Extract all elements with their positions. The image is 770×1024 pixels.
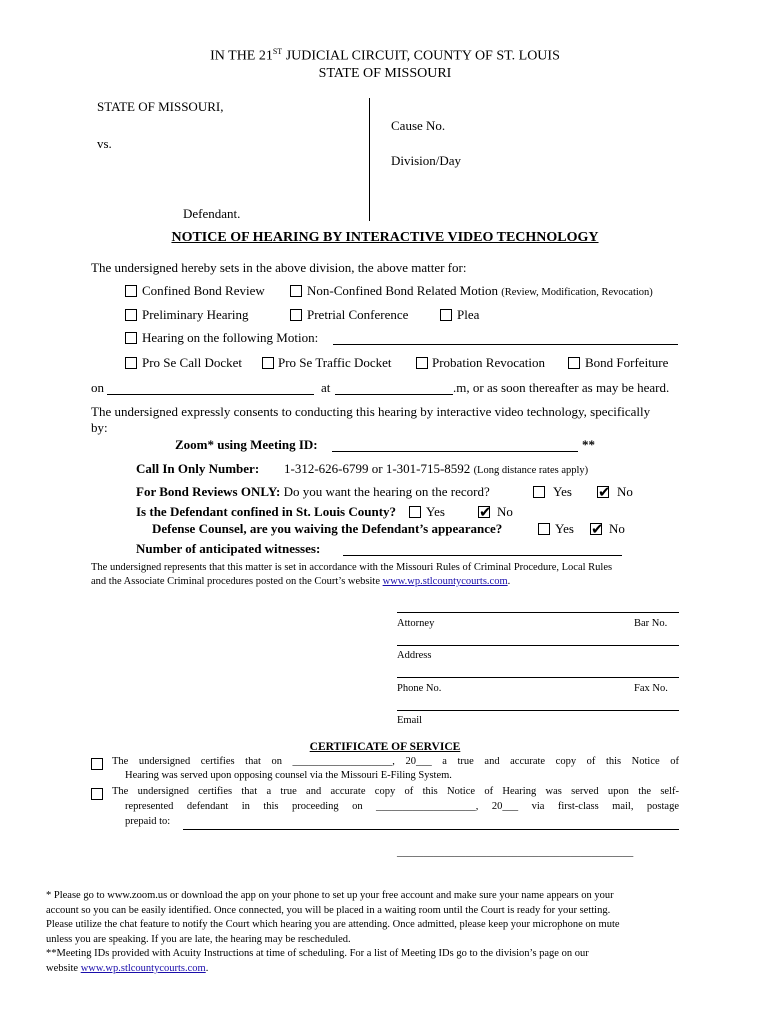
time-input-line[interactable] [335, 394, 453, 395]
attorney-signature-line[interactable] [397, 612, 679, 613]
non-confined-bond-label [307, 283, 653, 299]
footnote-line1: * Please go to www.zoom.us or download the app on your phone to set up your free account and make sure your name appears on your [46, 890, 614, 901]
certificate-item1-line1: The undersigned certifies that on ___________________, 20___ a true and accurate copy of this Notice of [112, 756, 679, 767]
footnote-line6 [46, 963, 208, 974]
non-confined-bond-text: Non-Confined Bond Related Motion [307, 283, 499, 298]
plea-label: Plea [457, 307, 480, 322]
ordinal-suffix: ST [272, 47, 283, 56]
hearing-motion-checkbox[interactable] [125, 332, 137, 344]
call-in-numbers [284, 461, 588, 477]
call-in-label: Call In Only Number: [136, 461, 260, 476]
pretrial-conference-checkbox[interactable] [290, 309, 302, 321]
probation-revocation-label: Probation Revocation [432, 355, 546, 370]
bond-record-no-label: No [617, 484, 633, 499]
defendant-label: Defendant. [183, 206, 241, 221]
date-input-line[interactable] [107, 394, 314, 395]
represents-line1: The undersigned represents that this matter is set in accordance with the Missouri Rules of Criminal Procedure, Local Rules [91, 562, 613, 573]
state-heading: STATE OF MISSOURI [318, 66, 452, 81]
plaintiff-label: STATE OF MISSOURI, [97, 99, 224, 114]
waive-no-checkbox[interactable] [590, 523, 602, 535]
non-confined-bond-checkbox[interactable] [290, 285, 302, 297]
confined-question: Is the Defendant confined in St. Louis County? [136, 504, 397, 519]
non-confined-bond-note: (Review, Modification, Revocation) [501, 287, 653, 298]
zoom-label: Zoom* using Meeting ID: [175, 437, 318, 452]
pro-se-traffic-checkbox[interactable] [262, 357, 274, 369]
footnote-website-link[interactable]: www.wp.stlcountycourts.com [80, 963, 206, 974]
certificate-mail-checkbox[interactable] [91, 788, 103, 800]
witnesses-input-line[interactable] [343, 555, 622, 556]
witnesses-label: Number of anticipated witnesses: [136, 541, 321, 556]
consent-by: by: [91, 420, 108, 435]
pretrial-conference-label: Pretrial Conference [307, 307, 409, 322]
document-title: NOTICE OF HEARING BY INTERACTIVE VIDEO TECHNOLOGY [171, 230, 599, 245]
phone-label: Phone No. [397, 683, 442, 694]
email-line[interactable] [397, 710, 679, 711]
certificate-item2-line3: prepaid to: [125, 816, 171, 827]
confined-no-checkbox[interactable] [478, 506, 490, 518]
confined-bond-review-checkbox[interactable] [125, 285, 137, 297]
preliminary-hearing-label: Preliminary Hearing [142, 307, 249, 322]
represents-line2 [91, 576, 510, 587]
certificate-item2-line1: The undersigned certifies that a true and accurate copy of this Notice of Hearing was served upon the self- [112, 786, 679, 797]
phone-line[interactable] [397, 677, 679, 678]
on-label: on [91, 380, 104, 395]
address-label: Address [397, 650, 432, 661]
intro-text: The undersigned hereby sets in the above division, the above matter for: [91, 260, 467, 275]
represents-text: and the Associate Criminal procedures posted on the Court’s website [91, 576, 383, 587]
fax-label: Fax No. [634, 683, 668, 694]
pro-se-call-label: Pro Se Call Docket [142, 355, 243, 370]
footnote-line4: unless you are speaking. If you are late, the hearing may be rescheduled. [46, 934, 351, 945]
email-label: Email [397, 715, 423, 726]
footnote-line2: account so you can be easily identified. Once connected, you will be placed in a waiting room until the Court is ready for your setting. [46, 905, 611, 916]
consent-text: The undersigned expressly consents to conducting this hearing by interactive video technology, specifically [91, 404, 651, 419]
division-day-label: Division/Day [391, 153, 462, 168]
bar-no-label: Bar No. [634, 618, 668, 629]
footnote-period: . [205, 963, 209, 974]
bond-forfeiture-checkbox[interactable] [568, 357, 580, 369]
waive-yes-label: Yes [555, 521, 574, 536]
certificate-item2-line2: represented defendant in this proceeding on ___________________, 20___ via first-class mail, postage [125, 801, 679, 812]
confined-yes-checkbox[interactable] [409, 506, 421, 518]
zoom-suffix: ** [582, 437, 595, 452]
bond-record-yes-label: Yes [553, 484, 572, 499]
certificate-item1-line2: Hearing was served upon opposing counsel via the Missouri E-Filing System. [125, 770, 452, 781]
footnote-website-text: website [46, 963, 81, 974]
waive-question: Defense Counsel, are you waiving the Defendant’s appearance? [152, 521, 503, 536]
plea-checkbox[interactable] [440, 309, 452, 321]
probation-revocation-checkbox[interactable] [416, 357, 428, 369]
cause-no-label: Cause No. [391, 118, 446, 133]
bond-review-question: Do you want the hearing on the record? [283, 484, 490, 499]
preliminary-hearing-checkbox[interactable] [125, 309, 137, 321]
caption-divider [369, 98, 370, 221]
represents-period: . [507, 576, 511, 587]
prepaid-address-line[interactable] [183, 829, 679, 830]
hearing-motion-label: Hearing on the following Motion: [142, 330, 319, 345]
bond-review-row [136, 484, 490, 500]
pro-se-traffic-label: Pro Se Traffic Docket [278, 355, 392, 370]
bond-forfeiture-label: Bond Forfeiture [585, 355, 669, 370]
attorney-label: Attorney [397, 618, 435, 629]
at-label: at [321, 380, 331, 395]
certificate-title: CERTIFICATE OF SERVICE [309, 741, 461, 753]
pro-se-call-checkbox[interactable] [125, 357, 137, 369]
footnote-line3: Please utilize the chat feature to notify the Court which hearing you are attending. Once admitted, please keep your microphone on mute [46, 919, 620, 930]
court-heading [0, 47, 770, 65]
meeting-id-input-line[interactable] [332, 451, 578, 452]
court-heading-text: IN THE 21 [210, 48, 273, 64]
certificate-signature-line[interactable]: _____________________________________________ [397, 847, 634, 858]
call-in-numbers-text: 1-312-626-6799 or 1-301-715-8592 [284, 461, 471, 476]
waive-yes-checkbox[interactable] [538, 523, 550, 535]
bond-record-yes-checkbox[interactable] [533, 486, 545, 498]
vs-label: vs. [97, 136, 112, 151]
waive-no-label: No [609, 521, 625, 536]
call-in-note: (Long distance rates apply) [473, 465, 589, 476]
confined-bond-review-label: Confined Bond Review [142, 283, 265, 298]
confined-no-label: No [497, 504, 513, 519]
address-line[interactable] [397, 645, 679, 646]
certificate-efiling-checkbox[interactable] [91, 758, 103, 770]
bond-record-no-checkbox[interactable] [597, 486, 609, 498]
court-heading-rest: JUDICIAL CIRCUIT, COUNTY OF ST. LOUIS [282, 48, 560, 64]
bond-review-label: For Bond Reviews ONLY: [136, 484, 281, 499]
motion-input-line[interactable] [333, 344, 678, 345]
schedule-tail: .m, or as soon thereafter as may be heard. [453, 380, 670, 395]
confined-yes-label: Yes [426, 504, 445, 519]
court-website-link[interactable]: www.wp.stlcountycourts.com [382, 576, 508, 587]
footnote-line5: **Meeting IDs provided with Acuity Instructions at time of scheduling. For a list of Meeting IDs go to the division’s page on our [46, 948, 589, 959]
